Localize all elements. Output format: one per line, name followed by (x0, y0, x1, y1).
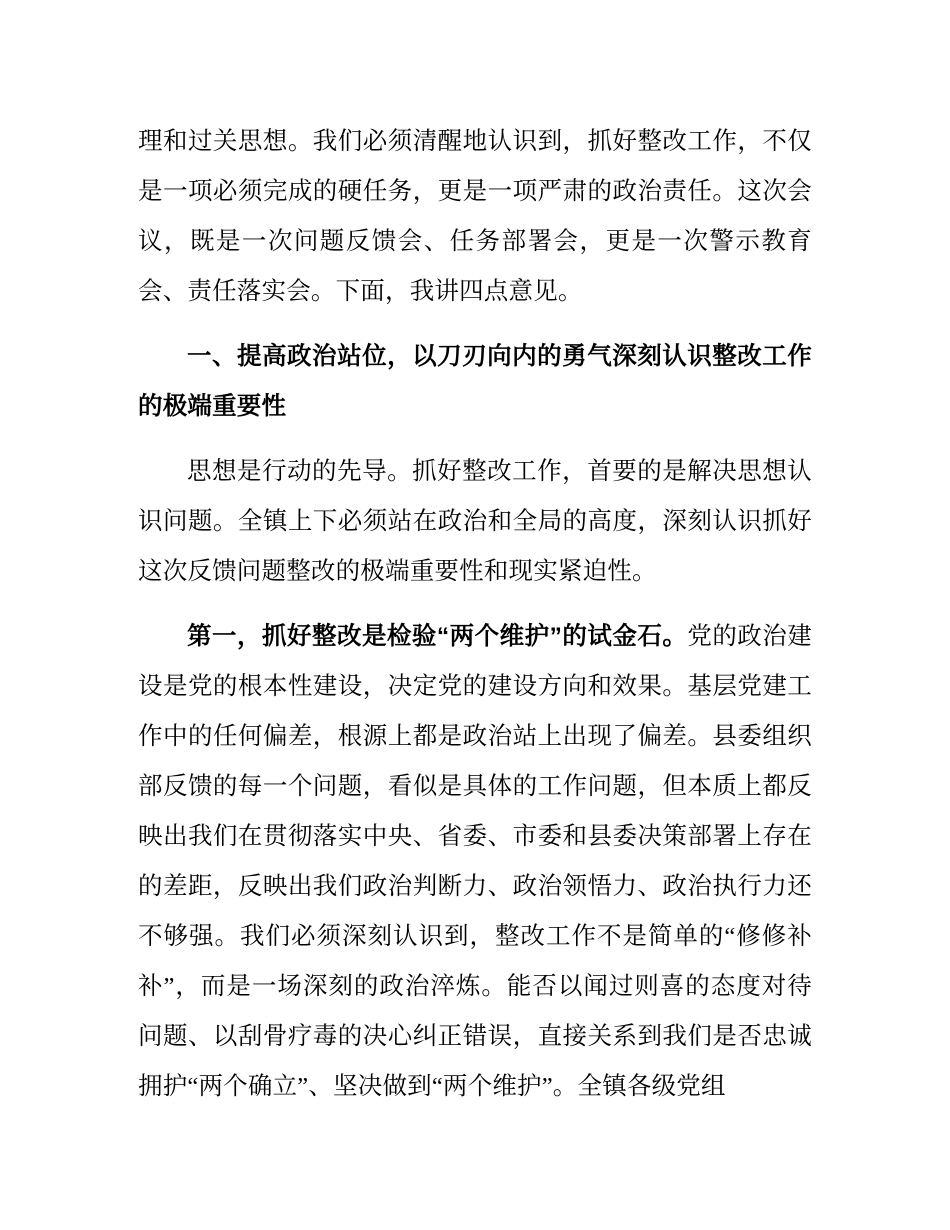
bold-lead-text: 第一，抓好整改是检验“两个维护”的试金石。 (187, 623, 688, 650)
paragraph-continuation (138, 117, 812, 317)
body-text: 理和过关思想。我们必须清醒地认识到，抓好整改工作，不仅是一项必须完成的硬任务，更是一项严肃的政治责任。这次会议，既是一次问题反馈会、任务部署会，更是一次警示教育会、责任落实会。下面，我讲四点意见。 (138, 128, 812, 305)
section-heading-1 (138, 332, 812, 432)
bold-lead-text: 一、提高政治站位，以刀刃向内的勇气深刻认识整改工作的极端重要性 (138, 343, 812, 420)
paragraph-first-point (138, 612, 812, 1112)
body-text: 党的政治建设是党的根本性建设，决定党的建设方向和效果。基层党建工作中的任何偏差，根源上都是政治站上出现了偏差。县委组织部反馈的每一个问题，看似是具体的工作问题，但本质上都反映出我们在贯彻落实中央、省委、市委和县委决策部署上存在的差距，反映出我们政治判断力、政治领悟力、政治执行力还不够强。我们必须深刻认识到，整改工作不是简单的“修修补补”，而是一场深刻的政治淬炼。能否以闻过则喜的态度对待问题、以刮骨疗毒的决心纠正错误，直接关系到我们是否忠诚拥护“两个确立”、坚决做到“两个维护”。全镇各级党组 (138, 623, 812, 1100)
paragraph-thought-lead (138, 447, 812, 597)
document-body (138, 117, 812, 1112)
body-text: 思想是行动的先导。抓好整改工作，首要的是解决思想认识问题。全镇上下必须站在政治和全局的高度，深刻认识抓好这次反馈问题整改的极端重要性和现实紧迫性。 (138, 458, 812, 585)
